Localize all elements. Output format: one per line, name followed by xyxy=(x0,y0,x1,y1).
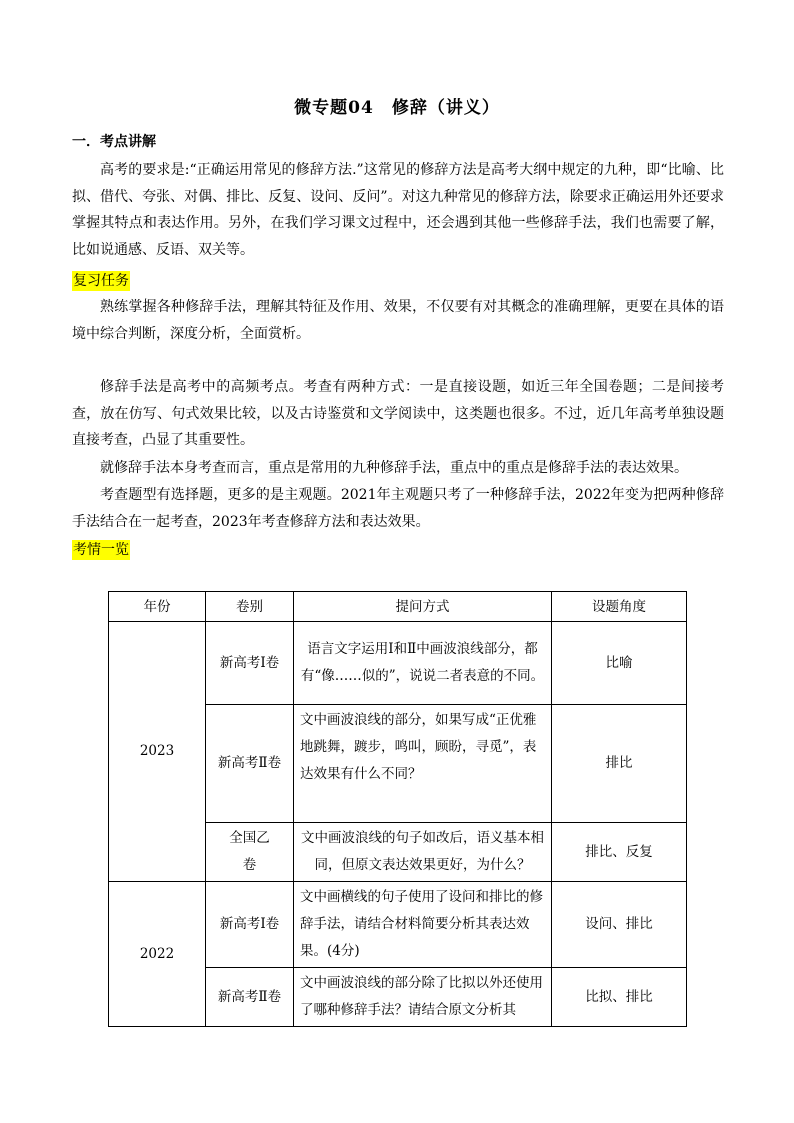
angle-cell: 比喻 xyxy=(552,622,687,705)
question-cell: 文中画波浪线的部分除了比拟以外还使用了哪种修辞手法？请结合原文分析其 xyxy=(294,968,552,1027)
exam-overview-table xyxy=(108,591,687,1027)
body-paragraph-2: 就修辞手法本身考查而言，重点是常用的九种修辞手法，重点中的重点是修辞手法的表达效果。 xyxy=(100,460,688,476)
angle-cell: 排比 xyxy=(552,705,687,823)
header-question: 提问方式 xyxy=(294,592,552,622)
header-paper: 卷别 xyxy=(206,592,294,622)
year-cell: 2023 xyxy=(109,622,206,882)
review-task-paragraph: 熟练掌握各种修辞手法，理解其特征及作用、效果，不仅要有对其概念的准确理解，更要在具体的语境中综合判断，深度分析，全面赏析。 xyxy=(72,299,724,342)
review-task-label: 复习任务 xyxy=(73,273,129,289)
table-row xyxy=(109,622,687,705)
question-cell: 语言文字运用Ⅰ和Ⅱ中画波浪线部分，都有“像……似的”，说说二者表意的不同。 xyxy=(294,622,552,705)
table-header-row xyxy=(109,592,687,622)
question-cell: 文中画横线的句子使用了设问和排比的修辞手法，请结合材料简要分析其表达效果。(4分) xyxy=(294,882,552,968)
angle-cell: 排比、反复 xyxy=(552,823,687,882)
paper-cell: 全国乙卷 xyxy=(206,823,294,882)
year-cell: 2022 xyxy=(109,882,206,1027)
question-cell: 文中画波浪线的句子如改后，语义基本相同，但原文表达效果更好，为什么？ xyxy=(294,823,552,882)
angle-cell: 设问、排比 xyxy=(552,882,687,968)
paper-cell: 新高考Ⅰ卷 xyxy=(206,882,294,968)
body-paragraph-3: 考查题型有选择题，更多的是主观题。2021年主观题只考了一种修辞手法，2022年变为把两种修辞手法结合在一起考查，2023年考查修辞方法和表达效果。 xyxy=(72,487,724,530)
paper-cell: 新高考Ⅰ卷 xyxy=(206,622,294,705)
question-cell: 文中画波浪线的部分，如果写成“正优雅地跳舞，踱步，鸣叫，顾盼，寻觅”，表达效果有什么不同？ xyxy=(294,705,552,823)
paper-cell: 新高考Ⅱ卷 xyxy=(206,705,294,823)
header-year: 年份 xyxy=(109,592,206,622)
section-heading: 一．考点讲解 xyxy=(72,134,156,150)
overview-label: 考情一览 xyxy=(73,542,129,558)
table-row xyxy=(109,882,687,968)
intro-paragraph: 高考的要求是:“正确运用常见的修辞方法.”这常见的修辞方法是高考大纲中规定的九种，即“比喻、比拟、借代、夸张、对偶、排比、反复、设问、反问”。对这九种常见的修辞方法，除要求正确运用外还要求掌握其特点和表达作用。另外，在我们学习课文过程中，还会遇到其他一些修辞手法，我们也需要了解，比如说通感、反语、双关等。 xyxy=(72,162,724,258)
body-paragraph-1: 修辞手法是高考中的高频考点。考查有两种方式：一是直接设题，如近三年全国卷题；二是间接考查，放在仿写、句式效果比较，以及古诗鉴赏和文学阅读中，这类题也很多。不过，近几年高考单独设题直接考查，凸显了其重要性。 xyxy=(72,379,724,448)
header-angle: 设题角度 xyxy=(552,592,687,622)
angle-cell: 比拟、排比 xyxy=(552,968,687,1027)
paper-cell: 新高考Ⅱ卷 xyxy=(206,968,294,1027)
page-title: 微专题04 修辞（讲义） xyxy=(294,98,500,118)
